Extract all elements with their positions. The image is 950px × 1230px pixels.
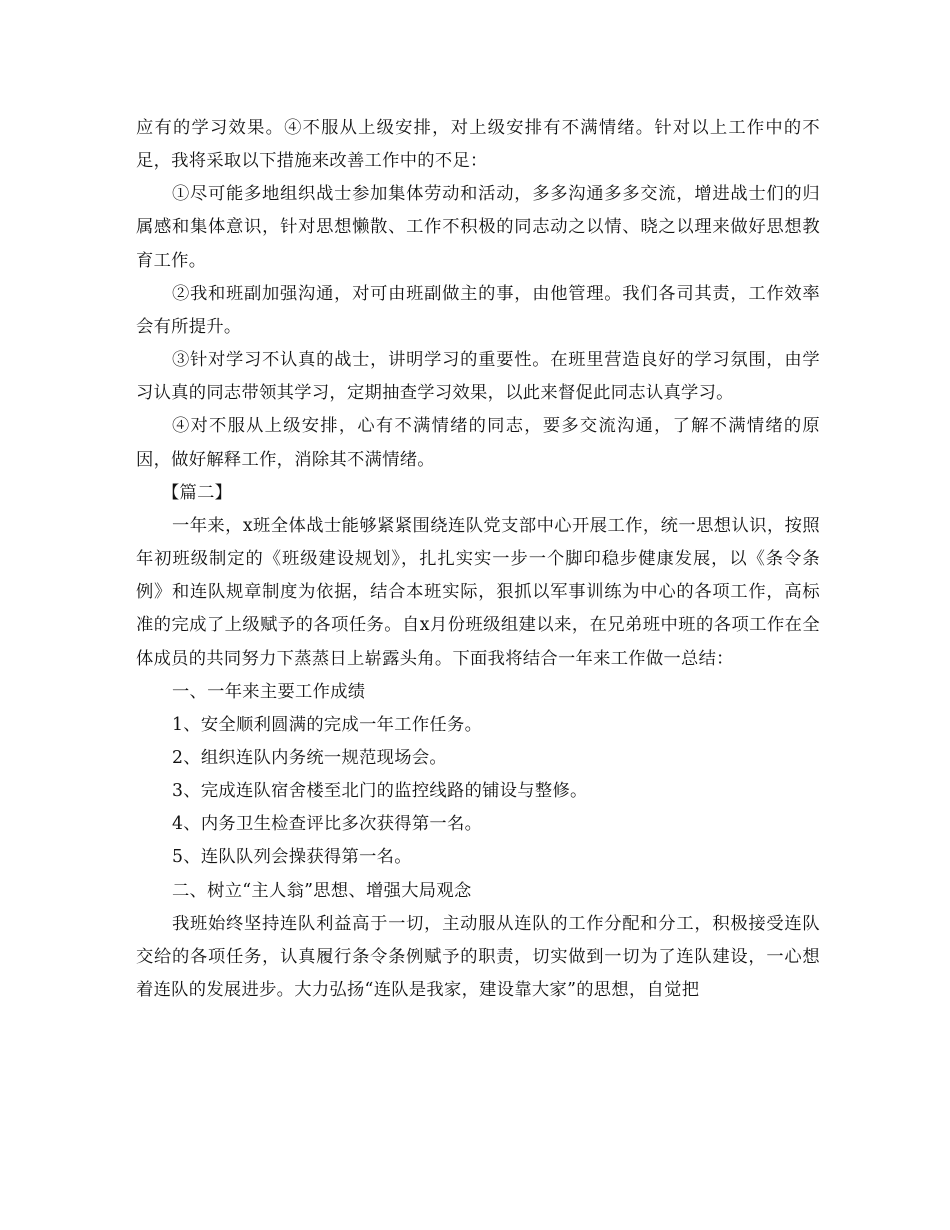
section-heading-part-two: 【篇二】 [161, 482, 233, 503]
paragraph-ownership: 我班始终坚持连队利益高于一切，主动服从连队的工作分配和分工，积极接受连队交给的各项任务，认真履行条令条例赋予的职责，切实做到一切为了连队建设，一心想着连队的发展进步。大力弘扬“连队是我家，建设靠大家”的思想，自觉把 [136, 913, 820, 1001]
list-item-2: 2、组织连队内务统一规范现场会。 [171, 747, 447, 768]
list-item-1: 1、安全顺利圆满的完成一年工作任务。 [171, 714, 483, 735]
paragraph-continuation: 应有的学习效果。④不服从上级安排，对上级安排有不满情绪。针对以上工作中的不足，我将采取以下措施来改善工作中的不足： [136, 118, 820, 172]
paragraph-intro: 一年来，x班全体战士能够紧紧围绕连队党支部中心开展工作，统一思想认识，按照年初班级制定的《班级建设规划》，扎扎实实一步一个脚印稳步健康发展，以《条令条例》和连队规章制度为依据，结合本班实际，狠抓以军事训练为中心的各项工作，高标准的完成了上级赋予的各项任务。自x月份班级组建以来，在兄弟班中班的各项工作在全体成员的共同努力下蒸蒸日上崭露头角。下面我将结合一年来工作做一总结： [136, 515, 820, 669]
list-item-5: 5、连队队列会操获得第一名。 [171, 847, 412, 868]
list-item-4: 4、内务卫生检查评比多次获得第一名。 [171, 814, 483, 835]
paragraph-measure-2: ②我和班副加强沟通，对可由班副做主的事，由他管理。我们各司其责，工作效率会有所提升。 [136, 283, 820, 337]
subheading-ownership: 二、树立“主人翁”思想、增强大局观念 [171, 880, 472, 901]
subheading-achievements: 一、一年来主要工作成绩 [171, 681, 366, 702]
paragraph-measure-4: ④对不服从上级安排，心有不满情绪的同志，要多交流沟通，了解不满情绪的原因，做好解释工作，消除其不满情绪。 [136, 416, 820, 470]
list-item-3: 3、完成连队宿舍楼至北门的监控线路的铺设与整修。 [171, 781, 588, 802]
paragraph-measure-1: ①尽可能多地组织战士参加集体劳动和活动，多多沟通多多交流，增进战士们的归属感和集体意识，针对思想懒散、工作不积极的同志动之以情、晓之以理来做好思想教育工作。 [136, 184, 820, 271]
document-body [136, 112, 820, 1007]
paragraph-measure-3: ③针对学习不认真的战士，讲明学习的重要性。在班里营造良好的学习氛围，由学习认真的同志带领其学习，定期抽查学习效果，以此来督促此同志认真学习。 [136, 350, 820, 404]
